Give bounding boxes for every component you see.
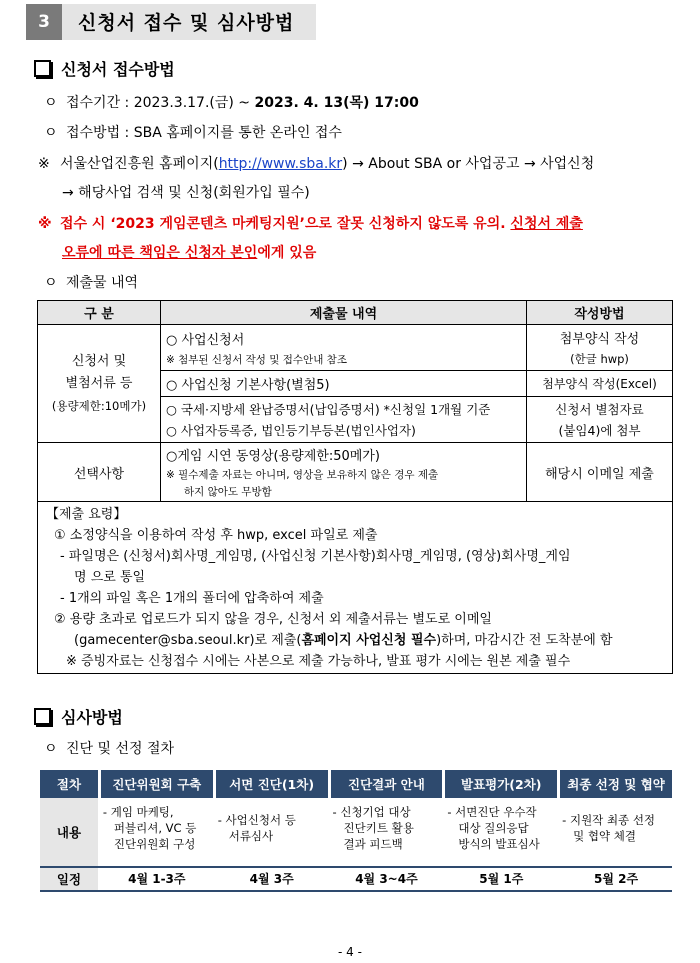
step-body-line: 결과 피드백 <box>343 837 403 851</box>
label-content: 내용 <box>40 798 98 866</box>
step-body-line: - 사업신청서 등 <box>217 813 296 827</box>
optional-note-1: ※ 필수제출 자료는 아니며, 영상을 보유하지 않은 경우 제출 <box>166 469 439 481</box>
guideline-4b <box>46 630 664 651</box>
step-title: 서면 진단(1차) <box>216 770 328 798</box>
guideline-4: ② 용량 초과로 업로드가 되지 않을 경우, 신청서 외 제출서류는 별도로 이메일 <box>54 612 492 627</box>
step-date: 5월 1주 <box>479 872 524 886</box>
r1-method <box>527 325 673 371</box>
label-schedule: 일정 <box>40 868 98 890</box>
optional-label: 선택사항 <box>38 443 161 502</box>
guideline-4b-bold: 홈페이지 사업신청 필수 <box>301 633 437 648</box>
guideline-4b-pre: (gamecenter@sba.seoul.kr)로 제출( <box>74 633 302 648</box>
step-body-line: 진단키트 활용 <box>343 821 414 835</box>
step-date: 4월 1-3주 <box>128 872 186 886</box>
col-header-items: 제출물 내역 <box>161 301 527 325</box>
r1-note: ※ 첨부된 신청서 작성 및 접수안내 참조 <box>166 353 347 366</box>
step-date: 5월 2주 <box>594 872 639 886</box>
guideline-1: ① 소정양식을 이용하여 작성 후 hwp, excel 파일로 제출 <box>54 528 378 543</box>
checkbox-square-icon <box>34 708 51 725</box>
review-sub-text: 진단 및 선정 절차 <box>66 741 175 757</box>
r3-item1: ○ 국세·지방세 완납증명서(납입증명서) *신청일 1개월 기준 <box>166 402 491 417</box>
warning-line-1 <box>38 213 583 233</box>
step-body-line: 대상 질의응답 <box>458 821 529 835</box>
submit-heading-text: 제출물 내역 <box>66 275 139 291</box>
step-body-line: 퍼블리셔, VC 등 <box>113 821 197 835</box>
group1-label <box>38 325 161 443</box>
receipt-heading <box>34 57 175 80</box>
r1-method-line1: 첨부양식 작성 <box>559 332 640 347</box>
r3-items <box>161 397 527 443</box>
period-end: 2023. 4. 13(목) 17:00 <box>254 95 419 111</box>
guidelines-title: 【제출 요령】 <box>46 507 127 522</box>
method-text: 접수방법 : SBA 홈페이지를 통한 온라인 접수 <box>66 125 342 141</box>
process-divider <box>40 890 672 892</box>
section-title: 신청서 접수 및 심사방법 <box>78 12 295 34</box>
r3-method-line2: (붙임4)에 첨부 <box>558 423 641 438</box>
step-body <box>101 798 213 866</box>
step-body-line: - 지원작 최종 선정 <box>562 813 656 827</box>
step-date: 4월 3주 <box>249 872 294 886</box>
step-body <box>331 798 443 866</box>
warning-text-2: 에게 있음 <box>257 245 317 261</box>
reference-mark-icon: ※ <box>38 216 52 232</box>
circle-bullet-icon: ㅇ <box>44 125 58 141</box>
col-header-category: 구 분 <box>38 301 161 325</box>
step-body <box>216 798 328 866</box>
r1-method-line2: (한글 hwp) <box>570 352 629 366</box>
col-header-method: 작성방법 <box>527 301 673 325</box>
step-body-line: - 서면진단 우수작 <box>447 805 537 819</box>
r3-method-line1: 신청서 별첨자료 <box>555 402 644 417</box>
circle-bullet-icon: ㅇ <box>44 275 58 291</box>
r2-item: ○ 사업신청 기본사항(별첨5) <box>161 371 527 397</box>
process-date-row <box>40 868 672 890</box>
step-title: 발표평가(2차) <box>445 770 557 798</box>
step-body <box>445 798 557 866</box>
r2-method: 첨부양식 작성(Excel) <box>527 371 673 397</box>
period-label: 접수기간 : 2023.3.17.(금) ~ <box>66 95 255 111</box>
note-line <box>38 153 594 173</box>
guideline-3: - 1개의 파일 혹은 1개의 폴더에 압축하여 제출 <box>60 591 324 606</box>
submission-table <box>37 300 673 674</box>
review-sub <box>44 738 174 758</box>
circle-bullet-icon: ㅇ <box>44 741 58 757</box>
optional-item: ○게임 시연 동영상(용량제한:50메가) <box>166 449 380 464</box>
warning-line-2 <box>62 242 316 262</box>
process-body-row <box>40 798 672 866</box>
step-title: 진단위원회 구축 <box>101 770 213 798</box>
guideline-2: - 파일명은 (신청서)회사명_게임명, (사업신청 기본사항)회사명_게임명, (영상)회사명_게임 <box>60 549 571 564</box>
circle-bullet-icon: ㅇ <box>44 95 58 111</box>
r3-method <box>527 397 673 443</box>
guideline-4b-post: )하며, 마감시간 전 도착분에 함 <box>436 633 613 648</box>
review-heading-text: 심사방법 <box>61 708 123 727</box>
receipt-heading-text: 신청서 접수방법 <box>61 60 175 79</box>
submission-guidelines <box>38 502 673 674</box>
guideline-2b: 명 으로 통일 <box>74 570 146 585</box>
section-header <box>26 4 316 40</box>
note-text-post: ) → About SBA or 사업공고 → 사업신청 <box>342 156 595 172</box>
group1-label-line3: (용량제한:10메가) <box>51 398 147 413</box>
step-body-line: - 게임 마케팅, <box>102 805 174 819</box>
step-title: 최종 선정 및 협약 <box>560 770 672 798</box>
guideline-5: ※ 증빙자료는 신청접수 시에는 사본으로 제출 가능하나, 발표 평가 시에는 원본 제출 필수 <box>66 654 571 669</box>
label-procedure: 절차 <box>40 770 98 798</box>
warning-underlined-2: 오류에 따른 책임은 신청자 본인 <box>62 245 258 261</box>
step-body-line: 및 협약 체결 <box>573 829 637 843</box>
step-date: 4월 3~4주 <box>355 872 418 886</box>
optional-method: 해당시 이메일 제출 <box>527 443 673 502</box>
sba-link[interactable]: http://www.sba.kr <box>218 156 343 172</box>
optional-note-2: 하지 않아도 무방함 <box>184 486 272 498</box>
warning-text: 접수 시 ‘2023 게임콘텐츠 마케팅지원’으로 잘못 신청하지 않도록 유의. <box>60 216 511 232</box>
review-heading <box>34 705 123 728</box>
step-body <box>560 798 672 866</box>
process-header-row <box>40 770 672 798</box>
submit-heading <box>44 272 138 292</box>
group1-label-line2: 별첨서류 등 <box>65 375 133 391</box>
page-number: - 4 - <box>338 945 362 959</box>
r3-item2: ○ 사업자등록증, 법인등기부등본(법인사업자) <box>166 423 416 438</box>
reference-mark-icon: ※ <box>38 156 50 172</box>
note-cont: → 해당사업 검색 및 신청(회원가입 필수) <box>62 185 310 201</box>
step-title: 진단결과 안내 <box>331 770 443 798</box>
r1-item: ○ 사업신청서 <box>166 332 245 348</box>
period-line <box>44 92 419 112</box>
warning-underlined: 신청서 제출 <box>510 216 583 232</box>
step-body-line: 진단위원회 구성 <box>113 837 196 851</box>
step-body-line: 방식의 발표심사 <box>458 837 540 851</box>
optional-items <box>161 443 527 502</box>
method-line <box>44 122 342 142</box>
checkbox-square-icon <box>34 60 51 77</box>
group1-label-line1: 신청서 및 <box>71 353 127 369</box>
r1-items <box>161 325 527 371</box>
step-body-line: - 신청기업 대상 <box>332 805 411 819</box>
process-table <box>40 770 672 892</box>
note-text-pre: 서울산업진흥원 홈페이지( <box>60 156 219 172</box>
section-number: 3 <box>26 4 62 40</box>
step-body-line: 서류심사 <box>228 829 274 843</box>
